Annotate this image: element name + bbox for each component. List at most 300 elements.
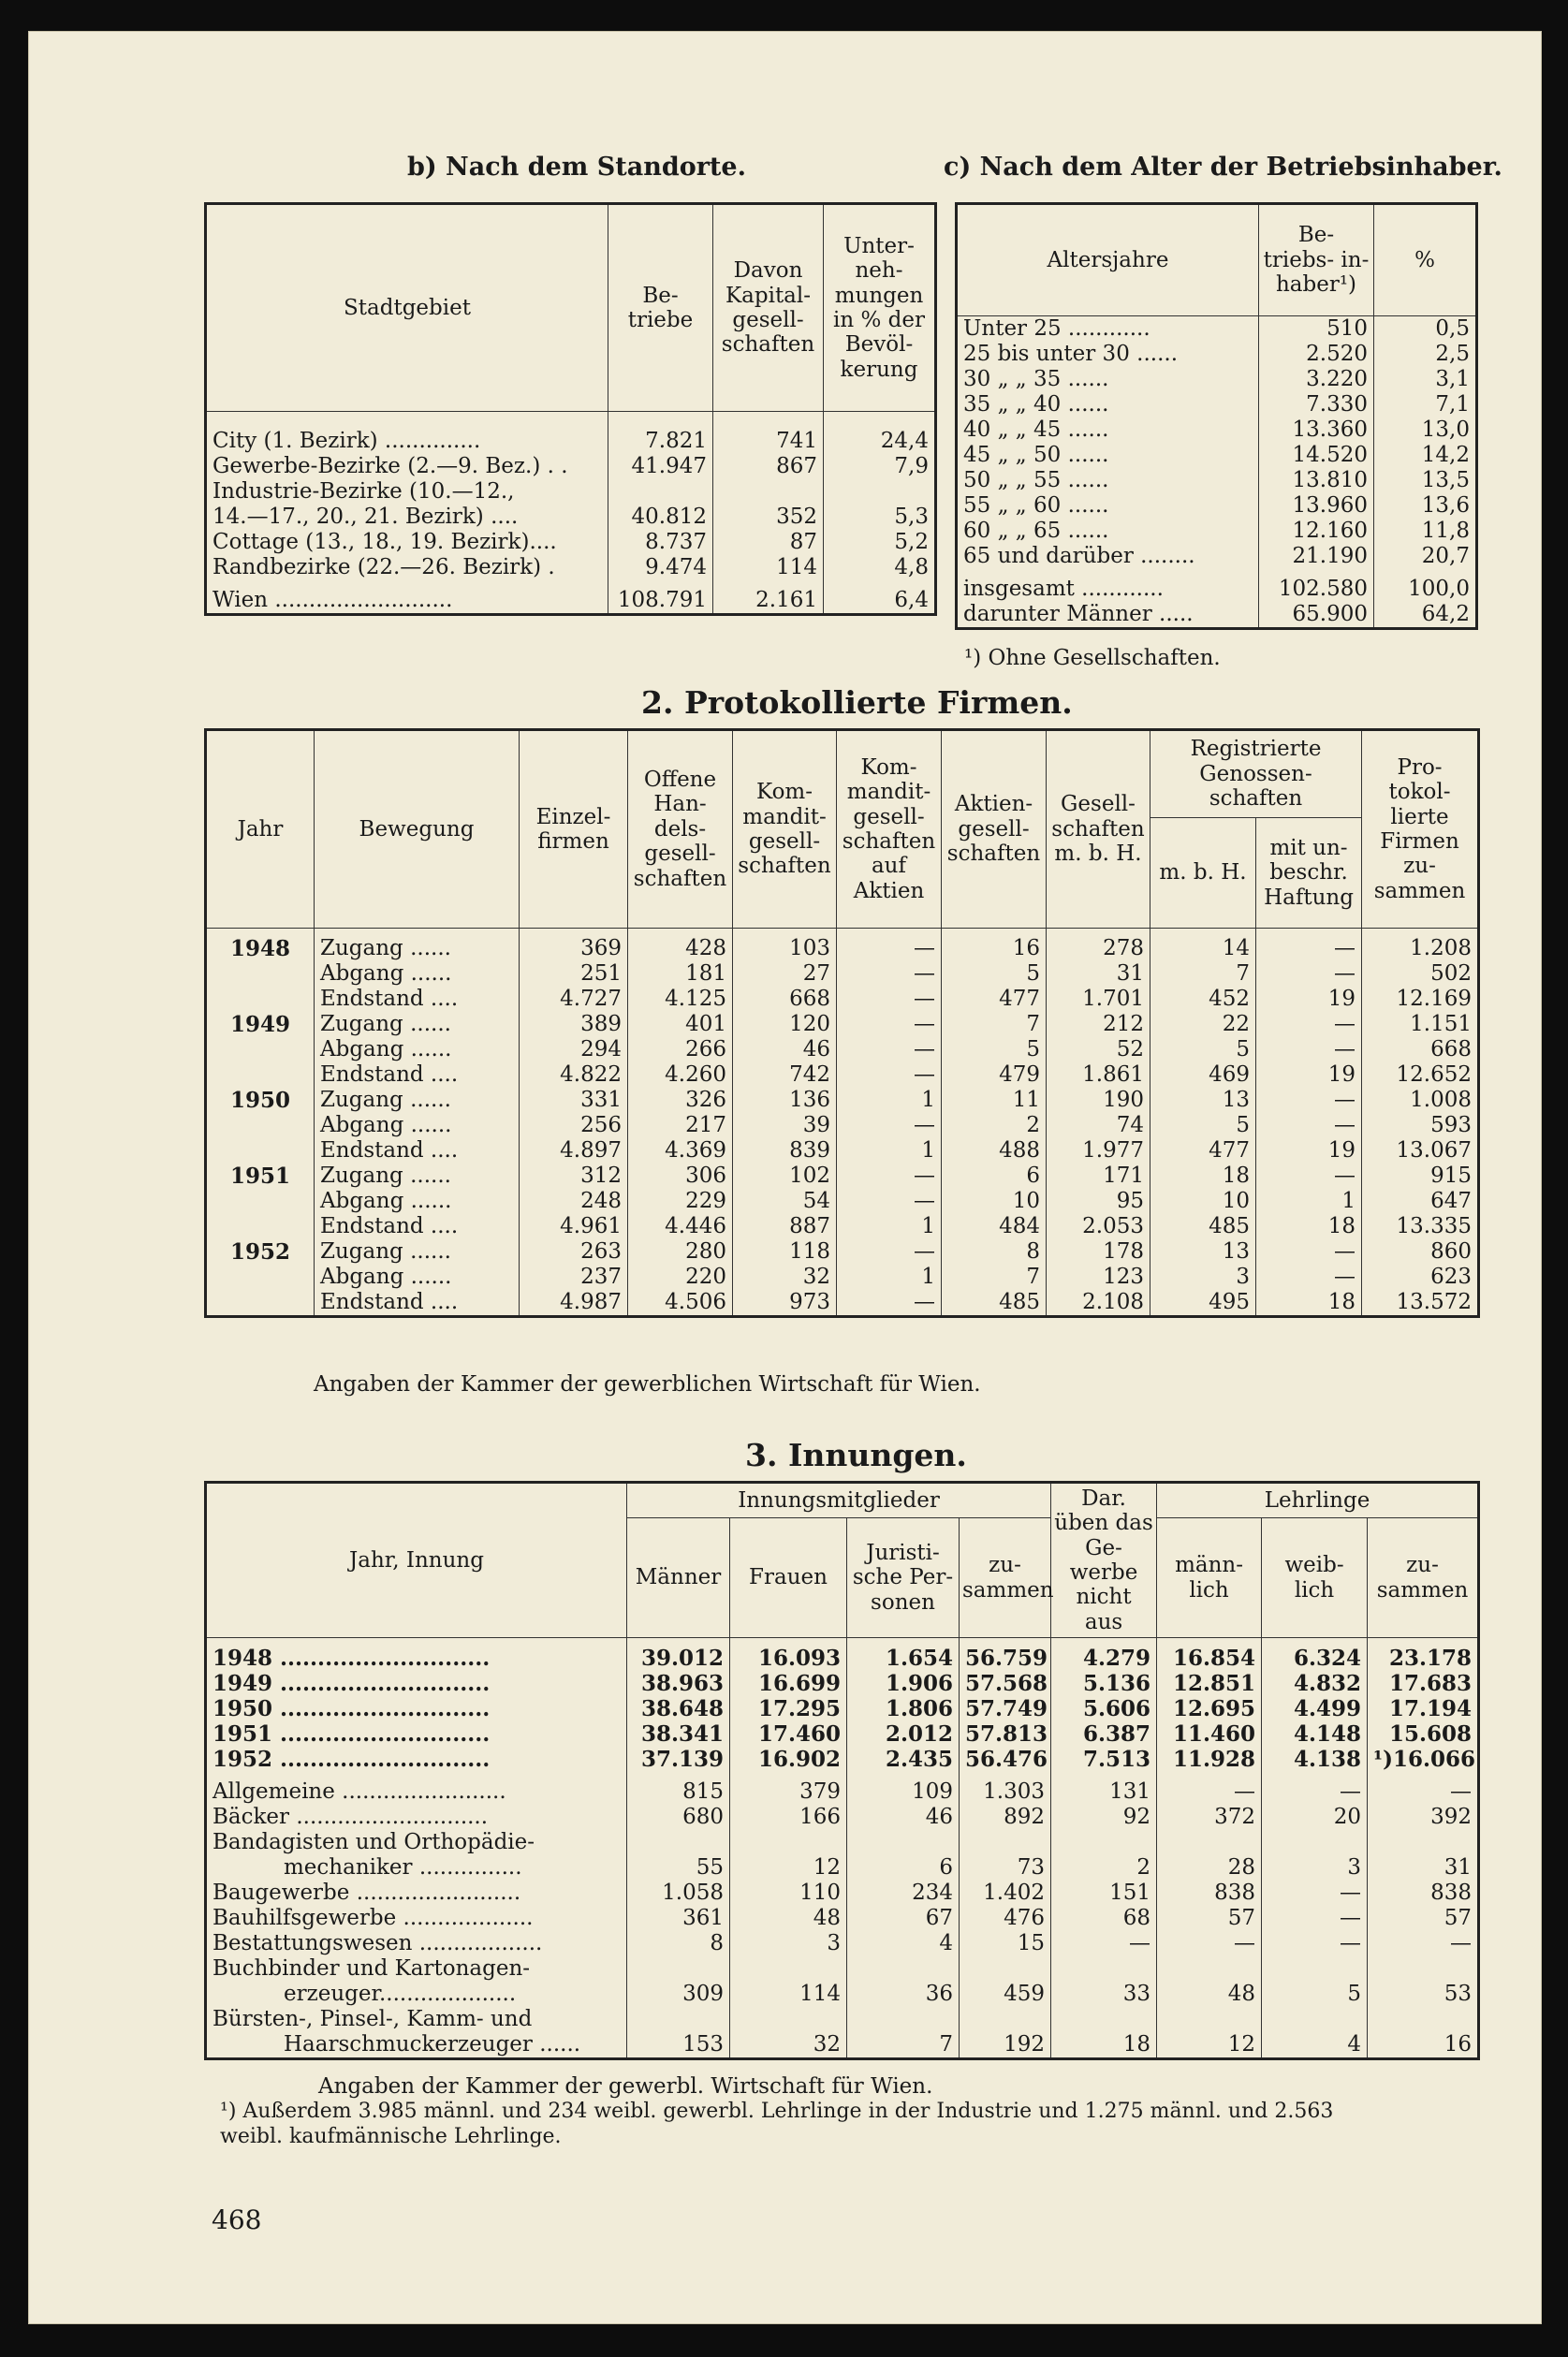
spacer-cell [627, 1638, 730, 1647]
spacer-cell [628, 929, 733, 937]
zusammen-value: 12.169 [1362, 987, 1479, 1012]
maennlich-value: 48 [1157, 1982, 1262, 2007]
spacer-cell [960, 1638, 1051, 1647]
spacer-cell [847, 1638, 960, 1647]
gen-unbeschraenkt-value: 1 [1256, 1189, 1362, 1214]
table-row [206, 505, 936, 530]
table-row [206, 479, 936, 505]
juristische-value: 1.654 [847, 1646, 960, 1671]
maennlich-value: 57 [1157, 1906, 1262, 1931]
spacer-cell [1157, 1638, 1262, 1647]
nicht-ausuebend-value: 92 [1051, 1805, 1157, 1830]
table-row [206, 1164, 1479, 1189]
ag-value: 5 [942, 961, 1047, 987]
age-label: 60 „ „ 65 ...... [963, 519, 1109, 543]
frauen-value: 110 [730, 1881, 847, 1906]
empty-cell [960, 1956, 1051, 1982]
spacer-cell [1262, 1638, 1368, 1647]
ohg-value: 181 [628, 961, 733, 987]
empty-cell [730, 1830, 847, 1855]
table-row [206, 1214, 1479, 1239]
maenner-value: 153 [627, 2032, 730, 2059]
gmbh-value: 171 [1047, 1164, 1150, 1189]
guild-label: Buchbinder und Kartonagen- [212, 1956, 531, 1981]
table-row [957, 602, 1477, 629]
spacer-cell [960, 1772, 1051, 1779]
frauen-value: 12 [730, 1855, 847, 1881]
juristische-value: 1.906 [847, 1671, 960, 1696]
guild-row [206, 1855, 1479, 1881]
frauen-value: 16.093 [730, 1646, 847, 1671]
zusammen-value: 892 [960, 1805, 1051, 1830]
table-row [957, 519, 1477, 544]
header-mitglieder-zusammen: zu- sammen [960, 1518, 1051, 1638]
table-row [957, 544, 1477, 569]
gen-mbh-value: 14 [1150, 936, 1256, 961]
juristische-value: 6 [847, 1855, 960, 1881]
header-nicht-ausuebend: Dar. üben das Ge- werbe nicht aus [1051, 1483, 1157, 1638]
weiblich-value: — [1262, 1779, 1368, 1805]
gen-mbh-value: 13 [1150, 1239, 1256, 1265]
zusammen-value: 476 [960, 1906, 1051, 1931]
frauen-value: 114 [730, 1982, 847, 2007]
zusammen-value: 13.572 [1362, 1290, 1479, 1317]
gen-mbh-value: 18 [1150, 1164, 1256, 1189]
table-row [957, 468, 1477, 493]
einzelfirmen-value: 4.987 [520, 1290, 628, 1317]
table-row [206, 454, 936, 479]
header-prozent: % [1374, 204, 1477, 316]
year-cell [206, 1290, 315, 1317]
einzelfirmen-value: 251 [520, 961, 628, 987]
pct-value: 2,5 [1374, 342, 1477, 367]
gen-mbh-value: 485 [1150, 1214, 1256, 1239]
header-kapitalgesellschaften: Davon Kapital- gesell- schaften [713, 204, 824, 412]
maennlich-value: 838 [1157, 1881, 1262, 1906]
spacer-cell [730, 1772, 847, 1779]
maennlich-value: 12.851 [1157, 1671, 1262, 1696]
gen-mbh-value: 495 [1150, 1290, 1256, 1317]
nicht-ausuebend-value: 7.513 [1051, 1747, 1157, 1772]
gen-mbh-value: 5 [1150, 1037, 1256, 1062]
ohg-value: 280 [628, 1239, 733, 1265]
nicht-ausuebend-value: 2 [1051, 1855, 1157, 1881]
table-row [957, 367, 1477, 392]
juristische-value: 109 [847, 1779, 960, 1805]
lehrlinge-zusammen-value: 392 [1368, 1805, 1479, 1830]
ohg-value: 401 [628, 1012, 733, 1037]
weiblich-value: 5 [1262, 1982, 1368, 2007]
einzelfirmen-value: 256 [520, 1113, 628, 1138]
year-cell [206, 1138, 315, 1164]
lehrlinge-zusammen-value: 23.178 [1368, 1646, 1479, 1671]
ag-value: 7 [942, 1265, 1047, 1290]
pct-value: 7,1 [1374, 392, 1477, 417]
frauen-value: 17.460 [730, 1721, 847, 1747]
table-row [957, 417, 1477, 443]
zusammen-value: 15 [960, 1931, 1051, 1956]
betriebe-value: 8.737 [608, 530, 713, 555]
year-cell: 1950 [229, 1088, 290, 1113]
age-label: 25 bis unter 30 ...... [963, 342, 1179, 366]
maennlich-value: 11.928 [1157, 1747, 1262, 1772]
empty-cell [1368, 1830, 1479, 1855]
kg-value: 668 [733, 987, 837, 1012]
einzelfirmen-value: 312 [520, 1164, 628, 1189]
year-cell: 1949 [229, 1012, 290, 1037]
ag-value: 485 [942, 1290, 1047, 1317]
pct-value: 13,6 [1374, 493, 1477, 519]
table-row [206, 555, 936, 580]
maennlich-value: 372 [1157, 1805, 1262, 1830]
spacer-cell [206, 412, 608, 430]
table-row [206, 1138, 1479, 1164]
zusammen-value: 1.208 [1362, 936, 1479, 961]
section-3-source: Angaben der Kammer der gewerbl. Wirtschaft für Wien. [318, 2074, 933, 2099]
table-row [957, 577, 1477, 602]
zusammen-value: 1.303 [960, 1779, 1051, 1805]
betriebe-value [608, 479, 713, 505]
section-3-title: 3. Innungen. [745, 1437, 967, 1473]
zusammen-value: 13.335 [1362, 1214, 1479, 1239]
spacer-cell [847, 1772, 960, 1779]
table-standorte [204, 202, 937, 616]
spacer-cell [206, 1638, 627, 1647]
spacer-row [206, 1772, 1479, 1779]
lehrlinge-zusammen-value: — [1368, 1779, 1479, 1805]
kapital-value: 741 [713, 429, 824, 454]
maennlich-value: 28 [1157, 1855, 1262, 1881]
zusammen-value: 1.402 [960, 1881, 1051, 1906]
kg-value: 973 [733, 1290, 837, 1317]
table-row [206, 1290, 1479, 1317]
table-row [206, 1062, 1479, 1088]
zusammen-value: 459 [960, 1982, 1051, 2007]
kgaa-value: — [837, 1189, 942, 1214]
header-innungsmitglieder: Innungsmitglieder [627, 1483, 1051, 1518]
kg-value: 27 [733, 961, 837, 987]
kg-value: 136 [733, 1088, 837, 1113]
ohg-value: 306 [628, 1164, 733, 1189]
table-row [957, 342, 1477, 367]
lehrlinge-zusammen-value: 16 [1368, 2032, 1479, 2059]
gmbh-value: 95 [1047, 1189, 1150, 1214]
spacer-cell [824, 580, 936, 588]
spacer-row [206, 580, 936, 588]
ag-value: 6 [942, 1164, 1047, 1189]
gmbh-value: 212 [1047, 1012, 1150, 1037]
empty-cell [1157, 1956, 1262, 1982]
gen-mbh-value: 452 [1150, 987, 1256, 1012]
maennlich-value: 12.695 [1157, 1696, 1262, 1721]
weiblich-value: 6.324 [1262, 1646, 1368, 1671]
weiblich-value: — [1262, 1881, 1368, 1906]
betriebe-value: 9.474 [608, 555, 713, 580]
zusammen-value: 502 [1362, 961, 1479, 987]
maennlich-value: 16.854 [1157, 1646, 1262, 1671]
owners-value: 7.330 [1259, 392, 1374, 417]
spacer-cell [1047, 929, 1150, 937]
guild-row [206, 1779, 1479, 1805]
guild-row [206, 1931, 1479, 1956]
bewegung-cell: Abgang ...... [315, 1113, 520, 1138]
gen-unbeschraenkt-value: — [1256, 1037, 1362, 1062]
spacer-cell [1362, 929, 1479, 937]
nicht-ausuebend-value: — [1051, 1931, 1157, 1956]
kg-value: 32 [733, 1265, 837, 1290]
maenner-value: 38.648 [627, 1696, 730, 1721]
betriebe-value: 7.821 [608, 429, 713, 454]
kgaa-value: — [837, 1037, 942, 1062]
maennlich-value: 11.460 [1157, 1721, 1262, 1747]
gmbh-value: 2.108 [1047, 1290, 1150, 1317]
gen-unbeschraenkt-value: 18 [1256, 1214, 1362, 1239]
juristische-value: 46 [847, 1805, 960, 1830]
guild-label-cont: mechaniker ............... [284, 1855, 522, 1880]
spacer-row [206, 929, 1479, 937]
year-cell: 1952 [229, 1239, 290, 1265]
total-row [206, 588, 936, 615]
guild-row-label [206, 1956, 1479, 1982]
gmbh-value: 178 [1047, 1239, 1150, 1265]
empty-cell [1157, 2007, 1262, 2032]
year-row [206, 1696, 1479, 1721]
header-altersjahre: Altersjahre [957, 204, 1259, 316]
age-label: 30 „ „ 35 ...... [963, 367, 1109, 391]
lehrlinge-zusammen-value: — [1368, 1931, 1479, 1956]
guild-label: Baugewerbe ........................ [212, 1881, 521, 1905]
table-row [206, 1037, 1479, 1062]
zusammen-value: 12.652 [1362, 1062, 1479, 1088]
zusammen-value: 647 [1362, 1189, 1479, 1214]
table-row [206, 1189, 1479, 1214]
ohg-value: 4.125 [628, 987, 733, 1012]
row-label: Industrie-Bezirke (10.—12., [212, 479, 515, 504]
year-row [206, 1721, 1479, 1747]
section-c-footnote: ¹) Ohne Gesellschaften. [964, 646, 1221, 670]
gmbh-value: 190 [1047, 1088, 1150, 1113]
gmbh-value: 74 [1047, 1113, 1150, 1138]
juristische-value: 4 [847, 1931, 960, 1956]
spacer-cell [1157, 1772, 1262, 1779]
age-label: 50 „ „ 55 ...... [963, 468, 1109, 492]
pct-value: 13,5 [1374, 468, 1477, 493]
gen-unbeschraenkt-value: 19 [1256, 1138, 1362, 1164]
guild-row [206, 1805, 1479, 1830]
maenner-value: 309 [627, 1982, 730, 2007]
header-ohg: Offene Han- dels- gesell- schaften [628, 730, 733, 929]
table-row [957, 443, 1477, 468]
header-jahr: Jahr [206, 730, 315, 929]
kg-value: 46 [733, 1037, 837, 1062]
owners-value: 102.580 [1259, 577, 1374, 602]
kgaa-value: — [837, 961, 942, 987]
row-label: Gewerbe-Bezirke (2.—9. Bez.) . . [212, 454, 568, 478]
owners-value: 3.220 [1259, 367, 1374, 392]
ag-value: 2 [942, 1113, 1047, 1138]
pct-value: 11,8 [1374, 519, 1477, 544]
age-label: 45 „ „ 50 ...... [963, 443, 1109, 467]
spacer-row [206, 412, 936, 430]
table-row [206, 961, 1479, 987]
header-betriebe: Be- triebe [608, 204, 713, 412]
table-row [206, 1113, 1479, 1138]
empty-cell [1368, 1956, 1479, 1982]
document-page [28, 31, 1542, 2324]
header-lehrlinge: Lehrlinge [1157, 1483, 1479, 1518]
gen-mbh-value: 7 [1150, 961, 1256, 987]
section-2-source: Angaben der Kammer der gewerblichen Wirtschaft für Wien. [314, 1372, 981, 1397]
empty-cell [1368, 2007, 1479, 2032]
header-weiblich: weib- lich [1262, 1518, 1368, 1638]
table-innungen [204, 1481, 1480, 2060]
spacer-cell [957, 569, 1259, 577]
juristische-value: 7 [847, 2032, 960, 2059]
row-label: Randbezirke (22.—26. Bezirk) . [212, 555, 555, 579]
kg-value: 102 [733, 1164, 837, 1189]
age-label: 35 „ „ 40 ...... [963, 392, 1109, 417]
frauen-value: 17.295 [730, 1696, 847, 1721]
zusammen-value: 668 [1362, 1037, 1479, 1062]
ag-value: 10 [942, 1189, 1047, 1214]
weiblich-value: — [1262, 1931, 1368, 1956]
gen-unbeschraenkt-value: — [1256, 961, 1362, 987]
gen-unbeschraenkt-value: 19 [1256, 987, 1362, 1012]
spacer-cell [1262, 1772, 1368, 1779]
einzelfirmen-value: 389 [520, 1012, 628, 1037]
spacer-cell [1374, 569, 1477, 577]
header-maennlich: männ- lich [1157, 1518, 1262, 1638]
empty-cell [960, 2007, 1051, 2032]
gen-unbeschraenkt-value: — [1256, 1088, 1362, 1113]
einzelfirmen-value: 4.822 [520, 1062, 628, 1088]
year-cell: 1951 [229, 1164, 290, 1189]
weiblich-value: 20 [1262, 1805, 1368, 1830]
lehrlinge-zusammen-value: 57 [1368, 1906, 1479, 1931]
weiblich-value: — [1262, 1906, 1368, 1931]
bewegung-cell: Endstand .... [315, 1062, 520, 1088]
einzelfirmen-value: 331 [520, 1088, 628, 1113]
table-protokollierte-firmen [204, 728, 1480, 1318]
zusammen-value: 1.008 [1362, 1088, 1479, 1113]
zusammen-value: 13.067 [1362, 1138, 1479, 1164]
year-cell [206, 987, 315, 1012]
kg-value: 120 [733, 1012, 837, 1037]
spacer-cell [627, 1772, 730, 1779]
nicht-ausuebend-value: 68 [1051, 1906, 1157, 1931]
table-row [206, 530, 936, 555]
ag-value: 477 [942, 987, 1047, 1012]
zusammen-value: 56.476 [960, 1747, 1051, 1772]
section-b-title: b) Nach dem Standorte. [407, 153, 746, 182]
zusammen-value: 1.151 [1362, 1012, 1479, 1037]
header-lehrlinge-zusammen: zu- sammen [1368, 1518, 1479, 1638]
bewegung-cell: Abgang ...... [315, 961, 520, 987]
bewegung-cell: Abgang ...... [315, 1037, 520, 1062]
spacer-row [206, 1638, 1479, 1647]
section-3-footnote-line1: ¹) Außerdem 3.985 männl. und 234 weibl. gewerbl. Lehrlinge in der Industrie und 1.275 männl. und 2.563 [220, 2100, 1334, 2123]
kg-value: 39 [733, 1113, 837, 1138]
pct-value: 100,0 [1374, 577, 1477, 602]
lehrlinge-zusammen-value: 15.608 [1368, 1721, 1479, 1747]
pct-value: 0,5 [1374, 316, 1477, 343]
total-label: Wien .......................... [212, 588, 453, 612]
table-alter [955, 202, 1478, 630]
gen-mbh-value: 13 [1150, 1088, 1256, 1113]
gmbh-value: 31 [1047, 961, 1150, 987]
ohg-value: 4.369 [628, 1138, 733, 1164]
year-cell [206, 1214, 315, 1239]
section-c-title: c) Nach dem Alter der Betriebsinhaber. [944, 153, 1502, 182]
spacer-cell [206, 1772, 627, 1779]
kgaa-value: 1 [837, 1138, 942, 1164]
ohg-value: 326 [628, 1088, 733, 1113]
header-kgaa: Kom- mandit- gesell- schaften auf Aktien [837, 730, 942, 929]
ag-value: 479 [942, 1062, 1047, 1088]
maenner-value: 680 [627, 1805, 730, 1830]
year-cell [206, 961, 315, 987]
gmbh-value: 52 [1047, 1037, 1150, 1062]
zusammen-value: 623 [1362, 1265, 1479, 1290]
frauen-value: 48 [730, 1906, 847, 1931]
guild-label: Bestattungswesen .................. [212, 1931, 543, 1955]
kg-value: 839 [733, 1138, 837, 1164]
kgaa-value: 1 [837, 1265, 942, 1290]
empty-cell [1262, 1956, 1368, 1982]
bewegung-cell: Zugang ...... [315, 1164, 520, 1189]
owners-value: 2.520 [1259, 342, 1374, 367]
prozent-value: 5,2 [824, 530, 936, 555]
header-juristische-personen: Juristi- sche Per- sonen [847, 1518, 960, 1638]
kgaa-value: 1 [837, 1088, 942, 1113]
maenner-value: 37.139 [627, 1747, 730, 1772]
spacer-row [957, 569, 1477, 577]
section-3-footnote-line2: weibl. kaufmännische Lehrlinge. [220, 2125, 562, 2148]
table-row [206, 936, 1479, 961]
table-row [206, 1088, 1479, 1113]
gen-mbh-value: 469 [1150, 1062, 1256, 1088]
header-gmbh: Gesell- schaften m. b. H. [1047, 730, 1150, 929]
betriebe-value: 40.812 [608, 505, 713, 530]
gen-unbeschraenkt-value: — [1256, 936, 1362, 961]
header-bewegung: Bewegung [315, 730, 520, 929]
nicht-ausuebend-value: 6.387 [1051, 1721, 1157, 1747]
frauen-value: 32 [730, 2032, 847, 2059]
pct-value: 64,2 [1374, 602, 1477, 629]
maenner-value: 815 [627, 1779, 730, 1805]
maenner-value: 361 [627, 1906, 730, 1931]
gen-unbeschraenkt-value: — [1256, 1164, 1362, 1189]
ohg-value: 428 [628, 936, 733, 961]
year-cell [206, 1265, 315, 1290]
maennlich-value: — [1157, 1931, 1262, 1956]
kapital-value: 114 [713, 555, 824, 580]
age-label: darunter Männer ..... [963, 602, 1194, 626]
table-row [206, 987, 1479, 1012]
empty-cell [847, 2007, 960, 2032]
row-label: City (1. Bezirk) .............. [212, 429, 481, 453]
lehrlinge-zusammen-value: ¹)16.066 [1368, 1747, 1479, 1772]
year-label: 1951 ............................ [212, 1721, 491, 1747]
frauen-value: 166 [730, 1805, 847, 1830]
gmbh-value: 2.053 [1047, 1214, 1150, 1239]
kgaa-value: — [837, 1062, 942, 1088]
maennlich-value: 12 [1157, 2032, 1262, 2059]
einzelfirmen-value: 294 [520, 1037, 628, 1062]
header-gen-unbeschraenkt: mit un- beschr. Haftung [1256, 818, 1362, 929]
ag-value: 484 [942, 1214, 1047, 1239]
empty-cell [1157, 1830, 1262, 1855]
